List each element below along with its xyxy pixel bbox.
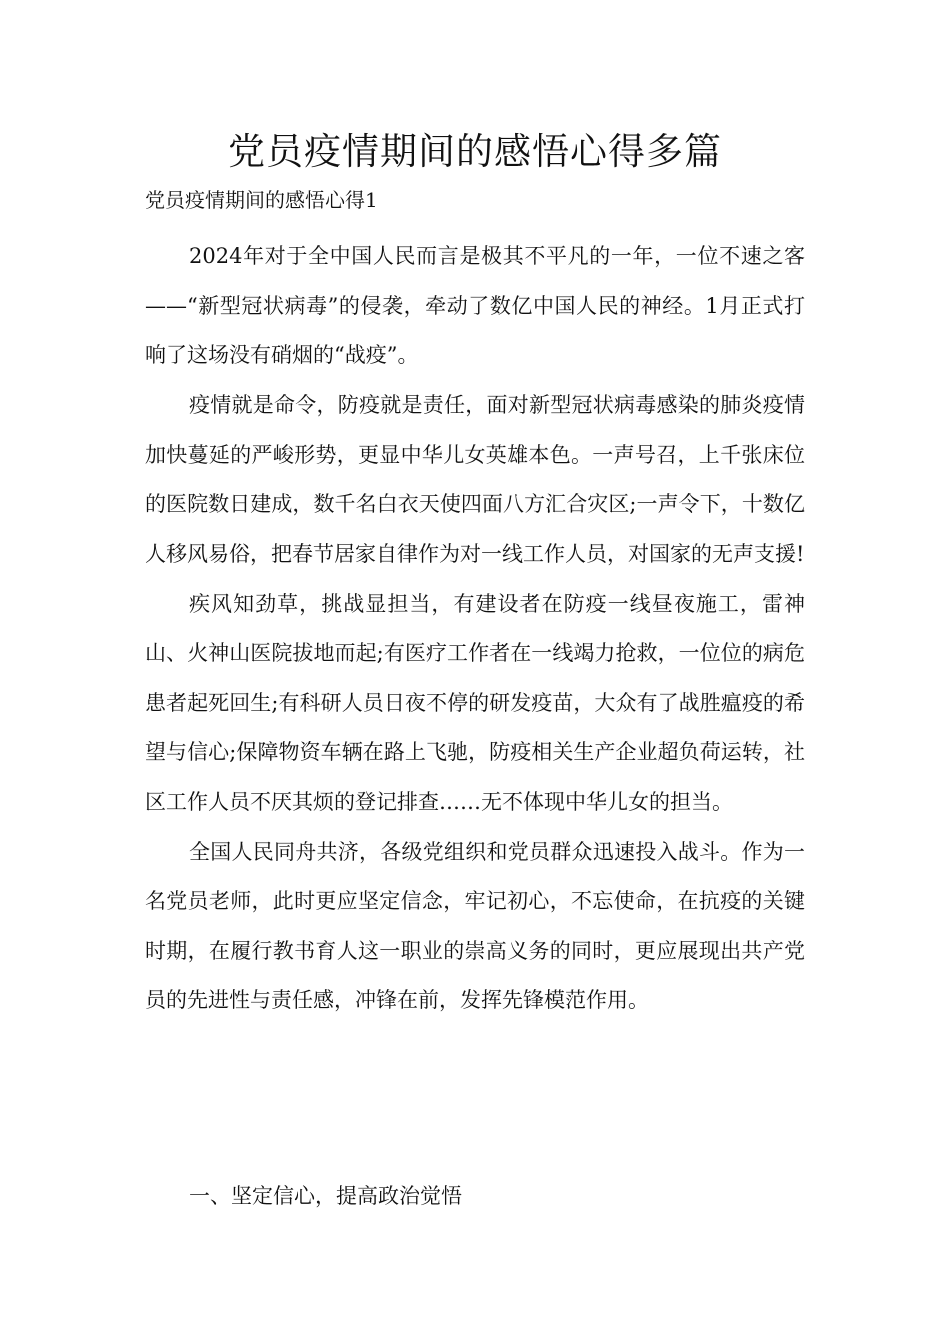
document-title: 党员疫情期间的感悟心得多篇 (228, 130, 722, 173)
section-heading: 一、坚定信心，提高政治觉悟 (189, 1184, 462, 1208)
paragraph-4: 全国人民同舟共济，各级党组织和党员群众迅速投入战斗。作为一名党员老师，此时更应坚定信念，牢记初心，不忘使命，在抗疫的关键时期，在履行教书育人这一职业的崇高义务的同时，更应展现出共产党员的先进性与责任感，冲锋在前，发挥先锋模范作用。 (145, 839, 805, 1012)
document-subtitle: 党员疫情期间的感悟心得1 (145, 188, 378, 212)
paragraph-3: 疾风知劲草，挑战显担当，有建设者在防疫一线昼夜施工，雷神山、火神山医院拔地而起;有医疗工作者在一线竭力抢救，一位位的病危患者起死回生;有科研人员日夜不停的研发疫苗，大众有了战胜瘟疫的希望与信心;保障物资车辆在路上飞驰，防疫相关生产企业超负荷运转，社区工作人员不厌其烦的登记排查……无不体现中华儿女的担当。 (145, 591, 805, 814)
document-body (145, 232, 805, 1026)
paragraph-2: 疫情就是命令，防疫就是责任，面对新型冠状病毒感染的肺炎疫情加快蔓延的严峻形势，更显中华儿女英雄本色。一声号召，上千张床位的医院数日建成，数千名白衣天使四面八方汇合灾区;一声令下，十数亿人移风易俗，把春节居家自律作为对一线工作人员，对国家的无声支援! (145, 393, 805, 566)
paragraph-1: 2024年对于全中国人民而言是极其不平凡的一年，一位不速之客——“新型冠状病毒”的侵袭，牵动了数亿中国人民的神经。1月正式打响了这场没有硝烟的“战疫”。 (145, 244, 805, 367)
